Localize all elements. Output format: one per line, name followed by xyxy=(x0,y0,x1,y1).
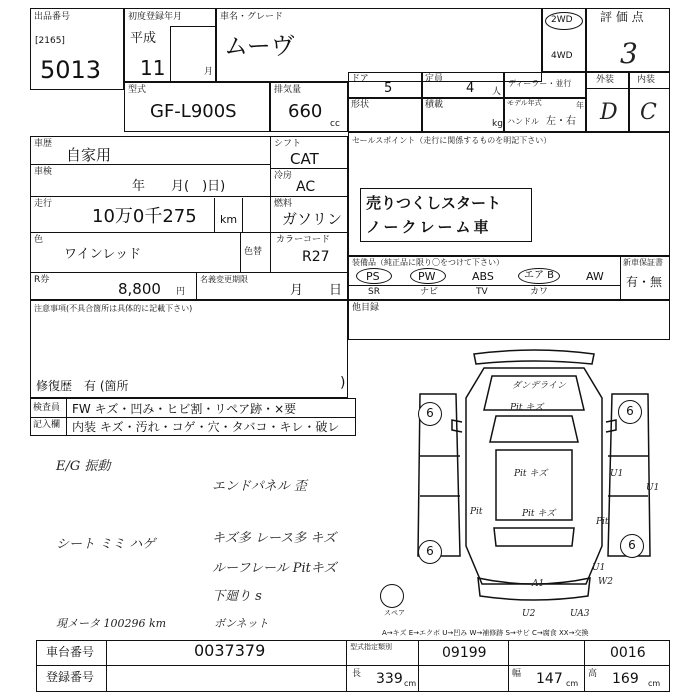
mark-rear-corner: W2 xyxy=(598,577,613,587)
sales-line-1: 売りつくしスタート xyxy=(366,194,502,212)
equipment-label: 装備品（純正品に限り〇をつけて下さい） xyxy=(352,258,504,267)
first-reg-label: 初度登録年月 xyxy=(128,12,183,22)
width-unit: cm xyxy=(566,679,579,688)
info-line-4 xyxy=(30,272,348,273)
displacement: 660 xyxy=(288,101,323,122)
mark-trunk: A1 xyxy=(532,579,545,589)
recycle: 8,800 xyxy=(118,280,161,298)
reg-year: 11 xyxy=(140,56,166,80)
info-right-line-2 xyxy=(270,196,348,197)
note-bonnet: ボンネット xyxy=(214,617,269,630)
doors-label: ドア xyxy=(351,74,369,84)
reg-label: 登録番号 xyxy=(46,670,95,684)
sales-label: セールスポイント（走行に関係するものを明記下さい） xyxy=(352,136,552,145)
tire-rear-left: 6 xyxy=(418,540,442,564)
tax-divider xyxy=(196,272,197,300)
width-label: 幅 xyxy=(512,669,522,679)
repair-label: 修復歴 xyxy=(36,379,73,393)
mark-rear-right: U1 xyxy=(592,563,606,573)
lot-number: 5013 xyxy=(40,56,102,84)
footer-divider-1 xyxy=(106,640,107,692)
ac-label: 冷房 xyxy=(274,171,293,181)
shift: CAT xyxy=(290,150,319,168)
interior-grade: C xyxy=(640,100,657,125)
legend-exterior: FW キズ・凹み・ヒビ割・リペア跡・×要 xyxy=(72,402,297,416)
width: 147 xyxy=(536,671,563,687)
color-code-label: カラーコード xyxy=(276,235,331,245)
equip-tv: TV xyxy=(476,287,488,297)
repair-close: ) xyxy=(340,375,346,391)
mark-rear-bumper-2: UA3 xyxy=(570,609,590,619)
warranty-label: 新車保証書 xyxy=(623,258,663,267)
equip-sr: SR xyxy=(368,287,380,297)
color-divider xyxy=(240,232,241,272)
note-meter: 現メータ 100296 km xyxy=(56,617,167,630)
mark-dandeline: ダンデライン xyxy=(512,381,566,391)
yen-unit: 円 xyxy=(176,287,186,297)
note-endpanel: エンドパネル 歪 xyxy=(212,479,307,494)
model-label: 型式 xyxy=(128,85,147,95)
note-scratches: キズ多 レース多 キズ xyxy=(212,531,337,546)
note-roof-rail: ルーフレール Pitキズ xyxy=(212,561,337,576)
fuel-label: 燃料 xyxy=(274,199,293,209)
lot-code: [2165] xyxy=(35,36,65,46)
footer-divider-2 xyxy=(346,640,347,692)
legend-interior: 内装 キズ・汚れ・コゲ・穴・タバコ・キレ・破レ xyxy=(72,420,340,434)
capacity-label: 定員 xyxy=(425,74,444,84)
tire-rear-right: 6 xyxy=(620,534,644,558)
equip-navi: ナビ xyxy=(420,287,439,297)
mark-hood: Pit キズ xyxy=(510,403,544,413)
car-name-label: 車名・グレード xyxy=(220,12,284,22)
note-engine: E/G 振動 xyxy=(56,459,111,474)
repair-value: 有 (箇所 xyxy=(84,379,129,393)
mark-side-right-2: U1 xyxy=(646,483,660,493)
info-line-2 xyxy=(30,196,270,197)
ac: AC xyxy=(296,179,316,195)
car-name: ムーヴ xyxy=(224,32,295,60)
equip-abs: ABS xyxy=(472,270,494,283)
person-unit: 人 xyxy=(492,87,502,97)
km-divider xyxy=(214,198,215,232)
model-cat: 09199 xyxy=(442,645,487,661)
drive-4wd: 4WD xyxy=(551,51,573,61)
mark-side-right-3: Pit xyxy=(596,517,609,527)
interior-label: 内装 xyxy=(637,75,656,85)
year-unit: 年 xyxy=(576,101,584,110)
notes-label: 注意事項(不具合箇所は具体的に記載下さい) xyxy=(34,304,193,313)
sales-line-2: ノークレーム車 xyxy=(366,218,492,236)
mileage-label: 走行 xyxy=(34,199,53,209)
length: 339 xyxy=(376,671,403,687)
equip-airbag: エア B xyxy=(524,270,555,281)
tax-label: 名義変更期限 xyxy=(200,275,248,284)
frame-number: 0037379 xyxy=(194,641,266,660)
model-year-label: モデル年式 xyxy=(507,99,542,107)
info-line-3 xyxy=(30,232,348,233)
mark-rear: Pit キズ xyxy=(522,509,556,519)
recycle-label: R券 xyxy=(34,275,50,285)
length-unit: cm xyxy=(404,679,417,688)
note-underbody: 下廻り s xyxy=(212,589,262,604)
footer-divider-3 xyxy=(418,640,419,692)
equip-leather: カワ xyxy=(530,287,549,297)
shift-label: シフト xyxy=(274,139,302,149)
exterior-grade: D xyxy=(600,100,618,125)
equip-pw: PW xyxy=(418,270,436,283)
model-cat-label: 型式指定類別 xyxy=(350,643,392,651)
color-code-divider xyxy=(270,232,271,272)
height-label: 高 xyxy=(588,669,598,679)
history-label: 車歴 xyxy=(34,139,53,149)
notes-box xyxy=(30,300,348,398)
spare-tire xyxy=(380,584,404,608)
handle: 左・右 xyxy=(546,116,576,127)
loading-label: 積載 xyxy=(425,100,444,110)
other-label: 他目録 xyxy=(352,303,380,313)
mark-side-left: Pit xyxy=(470,507,483,517)
note-seat: シート ミミ ハゲ xyxy=(56,537,156,552)
warranty-value: 有・無 xyxy=(626,275,663,289)
score: 3 xyxy=(620,37,638,70)
mark-rear-bumper-1: U2 xyxy=(522,609,536,619)
mark-roof: Pit キズ xyxy=(514,469,548,479)
dealer-label: ディーラー・並行 xyxy=(508,79,572,88)
history: 自家用 xyxy=(66,146,112,164)
color-code: R27 xyxy=(302,249,330,265)
km-unit: km xyxy=(220,213,238,226)
equipment-divider xyxy=(620,256,621,300)
displacement-label: 排気量 xyxy=(274,85,302,95)
spare-label: スペア xyxy=(384,609,405,617)
equipment-row-line xyxy=(348,285,620,286)
drive-2wd: 2WD xyxy=(551,15,573,25)
class-cat: 0016 xyxy=(610,645,646,661)
capacity: 4 xyxy=(466,81,475,96)
length-label: 長 xyxy=(352,669,362,679)
height-unit: cm xyxy=(648,679,661,688)
grades-divider xyxy=(628,72,630,132)
legend-row-line xyxy=(30,417,356,418)
inspector-label-1: 検査員 xyxy=(33,403,61,413)
score-label: 評 価 点 xyxy=(600,10,644,24)
fuel: ガソリン xyxy=(282,210,343,228)
exterior-label: 外装 xyxy=(596,75,615,85)
footer-divider-5 xyxy=(584,640,585,692)
mileage: 10万0千275 xyxy=(92,206,197,227)
info-vertical xyxy=(270,136,271,232)
info-right-line-1 xyxy=(270,168,348,169)
footer-divider-4 xyxy=(508,640,509,692)
shape-label: 形状 xyxy=(351,100,370,110)
tire-front-right: 6 xyxy=(618,400,642,424)
color-change-label: 色替 xyxy=(244,247,263,257)
other-box xyxy=(348,300,670,340)
tax-value: 月 日 xyxy=(290,283,343,298)
inspection-label: 車検 xyxy=(34,167,53,177)
km-divider-2 xyxy=(242,198,243,232)
kg-unit: kg xyxy=(492,119,503,129)
cc-unit: cc xyxy=(330,119,340,129)
doors: 5 xyxy=(384,81,393,96)
era: 平成 xyxy=(130,31,157,46)
damage-legend: A→キズ E→エクボ U→凹み W→補修跡 S→サビ C→腐食 XX→交換 xyxy=(382,629,589,637)
mark-side-right-1: U1 xyxy=(610,469,624,479)
month-unit: 月 xyxy=(204,67,214,77)
frame-label: 車台番号 xyxy=(46,645,95,659)
lot-label: 出品番号 xyxy=(34,12,71,22)
inspection: 年 月( )日) xyxy=(132,179,226,194)
height: 169 xyxy=(612,671,639,687)
equip-ps: PS xyxy=(366,270,380,283)
info-line-1 xyxy=(30,164,270,165)
footer-row-line xyxy=(36,665,670,666)
model: GF-L900S xyxy=(150,101,237,122)
equip-aw: AW xyxy=(586,270,604,283)
color-label: 色 xyxy=(34,235,44,245)
tire-front-left: 6 xyxy=(418,402,442,426)
grades-header-line xyxy=(586,88,670,89)
inspector-label-2: 記入欄 xyxy=(33,420,61,430)
color: ワインレッド xyxy=(64,247,142,262)
handle-label: ハンドル xyxy=(507,117,539,126)
